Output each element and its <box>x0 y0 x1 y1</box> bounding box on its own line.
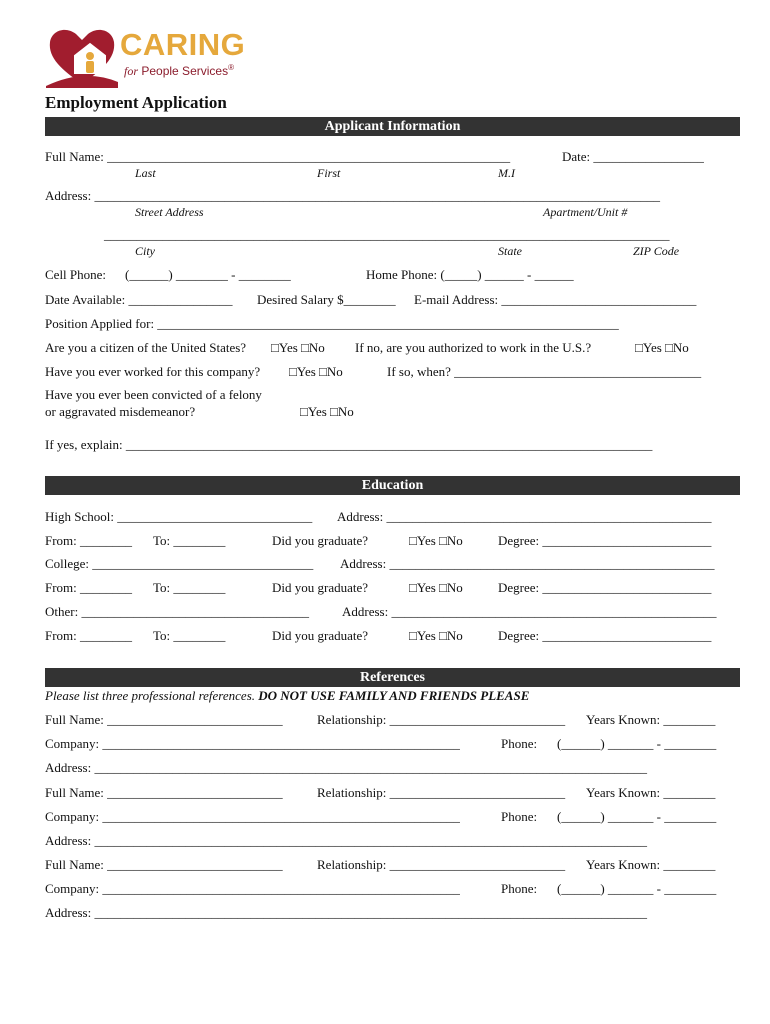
high-school-field[interactable]: High School: ______________________________ <box>45 509 313 524</box>
references-instructions <box>45 688 529 703</box>
logo-reg-mark: ® <box>228 63 234 72</box>
hs-from-field[interactable]: From: ________ <box>45 533 133 548</box>
ref-company-field[interactable]: Company: _______________________________________________________ <box>45 881 460 896</box>
explain-field[interactable]: If yes, explain: _________________________________________________________________________________ <box>45 437 653 452</box>
sub-label-mi: M.I <box>498 166 515 180</box>
authorized-question: If no, are you authorized to work in the U.S.? <box>355 340 592 355</box>
other-school-field[interactable]: Other: ___________________________________ <box>45 604 309 619</box>
heart-house-icon <box>44 24 120 88</box>
hs-degree-field[interactable]: Degree: __________________________ <box>498 533 712 548</box>
position-field[interactable]: Position Applied for: _______________________________________________________________________ <box>45 316 619 331</box>
other-degree-field[interactable]: Degree: __________________________ <box>498 628 712 643</box>
sub-label-state: State <box>498 244 522 258</box>
ref-full-name-field[interactable]: Full Name: ___________________________ <box>45 712 283 727</box>
full-name-field[interactable]: Full Name: ______________________________________________________________ <box>45 149 511 164</box>
worked-question: Have you ever worked for this company? <box>45 364 261 379</box>
college-degree-field[interactable]: Degree: __________________________ <box>498 580 712 595</box>
sub-label-first: First <box>317 166 341 180</box>
college-graduate-question: Did you graduate? <box>272 580 369 595</box>
sub-label-last: Last <box>135 166 156 180</box>
ref-years-known-field[interactable]: Years Known: ________ <box>586 857 716 872</box>
other-graduate-question: Did you graduate? <box>272 628 369 643</box>
ref-full-name-field[interactable]: Full Name: ___________________________ <box>45 785 283 800</box>
home-phone-field[interactable]: Home Phone: (_____) ______ - ______ <box>366 267 574 282</box>
logo-brand-text: CARING <box>120 27 246 62</box>
logo-tagline-for: for <box>124 64 139 78</box>
ref-phone-label: Phone: <box>501 736 538 751</box>
logo-tagline-rest: People Services <box>141 64 229 78</box>
sub-label-city: City <box>135 244 155 258</box>
ref-phone-field[interactable]: (______) _______ - ________ <box>557 736 717 751</box>
sub-label-street: Street Address <box>135 205 204 219</box>
ref-phone-label: Phone: <box>501 881 538 896</box>
felony-question-line1: Have you ever been convicted of a felony <box>45 387 262 402</box>
section-header-references: References <box>45 668 740 687</box>
citizen-options[interactable]: □Yes □No <box>271 340 325 355</box>
ref-company-field[interactable]: Company: _______________________________________________________ <box>45 736 460 751</box>
ref-phone-field[interactable]: (______) _______ - ________ <box>557 809 717 824</box>
ref-relationship-field[interactable]: Relationship: ___________________________ <box>317 712 566 727</box>
ref-relationship-field[interactable]: Relationship: ___________________________ <box>317 785 566 800</box>
college-from-field[interactable]: From: ________ <box>45 580 133 595</box>
other-to-field[interactable]: To: ________ <box>153 628 226 643</box>
cell-phone-field[interactable]: (______) ________ - ________ <box>125 267 291 282</box>
worked-options[interactable]: □Yes □No <box>289 364 343 379</box>
college-graduate-options[interactable]: □Yes □No <box>409 580 463 595</box>
ref-years-known-field[interactable]: Years Known: ________ <box>586 712 716 727</box>
other-address-field[interactable]: Address: __________________________________________________ <box>342 604 717 619</box>
section-header-applicant: Applicant Information <box>45 117 740 136</box>
section-header-education: Education <box>45 476 740 495</box>
felony-question-line2: or aggravated misdemeanor? <box>45 404 196 419</box>
authorized-options[interactable]: □Yes □No <box>635 340 689 355</box>
sub-label-zip: ZIP Code <box>633 244 680 258</box>
college-to-field[interactable]: To: ________ <box>153 580 226 595</box>
ref-phone-label: Phone: <box>501 809 538 824</box>
cell-phone-label: Cell Phone: <box>45 267 107 282</box>
ref-relationship-field[interactable]: Relationship: ___________________________ <box>317 857 566 872</box>
address-line2-field[interactable]: _______________________________________________________________________________________ <box>104 227 670 242</box>
felony-options[interactable]: □Yes □No <box>300 404 354 419</box>
desired-salary-field[interactable]: Desired Salary $________ <box>257 292 396 307</box>
date-available-field[interactable]: Date Available: ________________ <box>45 292 233 307</box>
references-warning: DO NOT USE FAMILY AND FRIENDS PLEASE <box>258 688 530 703</box>
citizen-question: Are you a citizen of the United States? <box>45 340 247 355</box>
logo-tagline <box>124 61 234 78</box>
hs-graduate-options[interactable]: □Yes □No <box>409 533 463 548</box>
ref-phone-field[interactable]: (______) _______ - ________ <box>557 881 717 896</box>
hs-to-field[interactable]: To: ________ <box>153 533 226 548</box>
high-school-address-field[interactable]: Address: __________________________________________________ <box>337 509 712 524</box>
ref-company-field[interactable]: Company: _______________________________________________________ <box>45 809 460 824</box>
other-from-field[interactable]: From: ________ <box>45 628 133 643</box>
ref-years-known-field[interactable]: Years Known: ________ <box>586 785 716 800</box>
references-instructions-text: Please list three professional references. <box>45 688 255 703</box>
college-address-field[interactable]: Address: __________________________________________________ <box>340 556 715 571</box>
address-field[interactable]: Address: _______________________________________________________________________________________ <box>45 188 660 203</box>
worked-when-field[interactable]: If so, when? ______________________________________ <box>387 364 702 379</box>
college-field[interactable]: College: __________________________________ <box>45 556 314 571</box>
ref-address-field[interactable]: Address: _____________________________________________________________________________________ <box>45 833 647 848</box>
email-field[interactable]: E-mail Address: ______________________________ <box>414 292 697 307</box>
ref-address-field[interactable]: Address: _____________________________________________________________________________________ <box>45 760 647 775</box>
sub-label-apartment: Apartment/Unit # <box>543 205 628 219</box>
page-title: Employment Application <box>45 93 227 112</box>
ref-full-name-field[interactable]: Full Name: ___________________________ <box>45 857 283 872</box>
date-field[interactable]: Date: _________________ <box>562 149 704 164</box>
hs-graduate-question: Did you graduate? <box>272 533 369 548</box>
other-graduate-options[interactable]: □Yes □No <box>409 628 463 643</box>
ref-address-field[interactable]: Address: _____________________________________________________________________________________ <box>45 905 647 920</box>
